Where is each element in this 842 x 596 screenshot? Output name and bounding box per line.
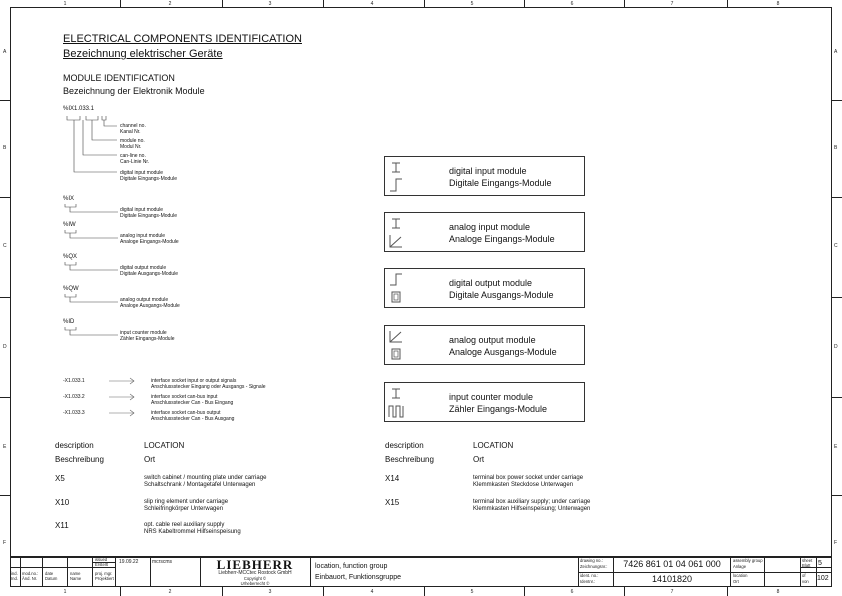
grid-column-label: 3 (268, 1, 272, 7)
grid-column-label: 8 (776, 1, 780, 7)
grid-column-label: 5 (470, 1, 474, 7)
grid-column-label: 3 (268, 589, 272, 595)
label-channel: channel no. Kanal Nr. (120, 123, 146, 135)
grid-tick (323, 0, 324, 7)
module-box-analog-input: analog input module Analoge Eingangs-Module (384, 212, 585, 252)
grid-tick (0, 495, 10, 496)
prefix-label: analog input module Analoge Eingangs-Module (120, 233, 179, 245)
prefix-code: %IW (63, 222, 76, 228)
socket-label: interface socket can-bus input Anschlussstecker Can - Bus Eingang (151, 394, 234, 406)
arrow-right-icon (108, 377, 136, 385)
prefix-label: analog output module Analoge Ausgangs-Module (120, 297, 180, 309)
ident-number: 14101820 (651, 574, 693, 584)
grid-column-label: 8 (776, 589, 780, 595)
issue-date: 19.09.22 (119, 559, 139, 565)
grid-row-label: D (834, 344, 838, 350)
grid-row-label: B (3, 145, 7, 151)
label-digital-input: digital input module Digitale Eingangs-Module (120, 170, 177, 182)
prefix-connector (62, 229, 122, 249)
grid-row-label: E (3, 444, 7, 450)
module-title-en: MODULE IDENTIFICATION (63, 73, 175, 83)
module-title-de: Bezeichnung der Elektronik Module (63, 86, 205, 96)
grid-row-label: C (3, 243, 7, 249)
code-example: %IX1.033.1 (63, 106, 95, 112)
grid-column-label: 7 (670, 1, 674, 7)
grid-tick (524, 0, 525, 7)
grid-tick (323, 587, 324, 596)
grid-tick (120, 587, 121, 596)
grid-tick (424, 0, 425, 7)
grid-tick (832, 495, 842, 496)
grid-tick (624, 0, 625, 7)
grid-tick (832, 397, 842, 398)
grid-tick (0, 397, 10, 398)
sheet-number: 5 (818, 560, 822, 567)
grid-column-label: 2 (168, 589, 172, 595)
loc-header-en-right: LOCATION (473, 441, 514, 450)
desc-header-en-right: description (385, 441, 424, 450)
grid-column-label: 6 (570, 1, 574, 7)
issue-author: mcrscms (152, 559, 172, 565)
title-de: Bezeichnung elektrischer Geräte (63, 48, 223, 60)
company-name: Liebherr-MCCtec Rostock GmbH (218, 570, 292, 576)
grid-row-label: C (834, 243, 838, 249)
socket-label: interface socket input or output signals Anschlussstecker Eingang oder Ausgangs - Signale (151, 378, 266, 390)
grid-tick (524, 587, 525, 596)
location-code: X14 (385, 474, 400, 483)
module-box-analog-output: analog output module Analoge Ausgangs-Module (384, 325, 585, 365)
grid-row-label: F (834, 540, 838, 546)
location-code: X15 (385, 498, 400, 507)
grid-tick (727, 587, 728, 596)
desc-header-en: description (55, 441, 94, 450)
socket-code: -X1.033.1 (63, 378, 85, 384)
location-label: slip ring element under carriage Schleifringkörper Unterwagen (144, 499, 229, 512)
grid-column-label: 6 (570, 589, 574, 595)
socket-code: -X1.033.2 (63, 394, 85, 400)
arrow-right-icon (108, 409, 136, 417)
module-box-digital-output: digital output module Digitale Ausgangs-Module (384, 268, 585, 308)
location-code: X5 (55, 474, 65, 483)
prefix-connector (62, 203, 122, 223)
location-label: terminal box auxiliary supply; under carriage Klemmkasten Hilfseinspeisung; Unterwagen (473, 499, 591, 512)
desc-header-de-right: Beschreibung (385, 455, 434, 464)
prefix-connector (62, 261, 122, 281)
location-group-de: Einbauort, Funktionsgruppe (315, 574, 401, 581)
grid-tick (222, 587, 223, 596)
grid-tick (832, 100, 842, 101)
location-group-en: location, function group (315, 563, 388, 570)
grid-column-label: 2 (168, 1, 172, 7)
prefix-code: %QW (63, 286, 79, 292)
location-code: X11 (55, 521, 69, 530)
counter-input-icon (387, 385, 405, 419)
prefix-label: input counter module Zähler Eingangs-Module (120, 330, 175, 342)
prefix-connector (62, 293, 122, 313)
label-module: module no. Modul Nr. (120, 138, 145, 150)
grid-row-label: A (834, 49, 838, 55)
sheet-total: 102 (817, 575, 829, 582)
grid-row-label: E (834, 444, 838, 450)
module-box-digital-input: digital input module Digitale Eingangs-Module (384, 156, 585, 196)
location-label: terminal box power socket under carriage Klemmkasten Steckdose Unterwagen (473, 475, 584, 488)
label-canline: can-line no. Can-Linie Nr. (120, 153, 150, 165)
grid-row-label: F (3, 540, 7, 546)
prefix-code: %IX (63, 196, 75, 202)
grid-column-label: 4 (370, 1, 374, 7)
loc-header-de-right: Ort (473, 455, 485, 464)
socket-code: -X1.033.3 (63, 410, 85, 416)
grid-column-label: 4 (370, 589, 374, 595)
prefix-code: %ID (63, 319, 75, 325)
grid-column-label: 7 (670, 589, 674, 595)
location-label: switch cabinet / mounting plate under carriage Schaltschrank / Montagetafel Unterwagen (144, 475, 267, 488)
grid-tick (0, 297, 10, 298)
prefix-label: digital input module Digitale Eingangs-Module (120, 207, 177, 219)
location-label: opt. cable reel auxiliary supply NRS Kabeltrommel Hilfseinspeisung (144, 522, 241, 535)
grid-column-label: 1 (63, 589, 67, 595)
digital-output-icon (387, 271, 405, 305)
prefix-connector (62, 326, 122, 346)
grid-tick (0, 197, 10, 198)
grid-tick (424, 587, 425, 596)
grid-row-label: D (3, 344, 7, 350)
location-code: X10 (55, 498, 70, 507)
analog-output-icon (387, 328, 405, 362)
desc-header-de: Beschreibung (55, 455, 104, 464)
loc-header-de: Ort (144, 455, 156, 464)
grid-tick (832, 197, 842, 198)
digital-input-icon (387, 159, 405, 193)
grid-row-label: B (834, 145, 838, 151)
grid-tick (832, 297, 842, 298)
loc-header-en: LOCATION (144, 441, 185, 450)
title-en: ELECTRICAL COMPONENTS IDENTIFICATION (63, 33, 302, 45)
prefix-label: digital output module Digitale Ausgangs-Module (120, 265, 179, 277)
analog-input-icon (387, 215, 405, 249)
grid-column-label: 1 (63, 1, 67, 7)
socket-label: interface socket can-bus output Anschlussstecker Can - Bus Ausgang (151, 410, 235, 422)
arrow-right-icon (108, 393, 136, 401)
grid-tick (727, 0, 728, 7)
grid-tick (624, 587, 625, 596)
grid-tick (222, 0, 223, 7)
grid-tick (0, 100, 10, 101)
prefix-code: %QX (63, 254, 78, 260)
grid-column-label: 5 (470, 589, 474, 595)
liebherr-logo: LIEBHERR (216, 557, 294, 572)
grid-row-label: A (3, 49, 7, 55)
drawing-number: 7426 861 01 04 061 000 (623, 559, 721, 569)
grid-tick (120, 0, 121, 7)
module-box-counter-input: input counter module Zähler Eingangs-Module (384, 382, 585, 422)
